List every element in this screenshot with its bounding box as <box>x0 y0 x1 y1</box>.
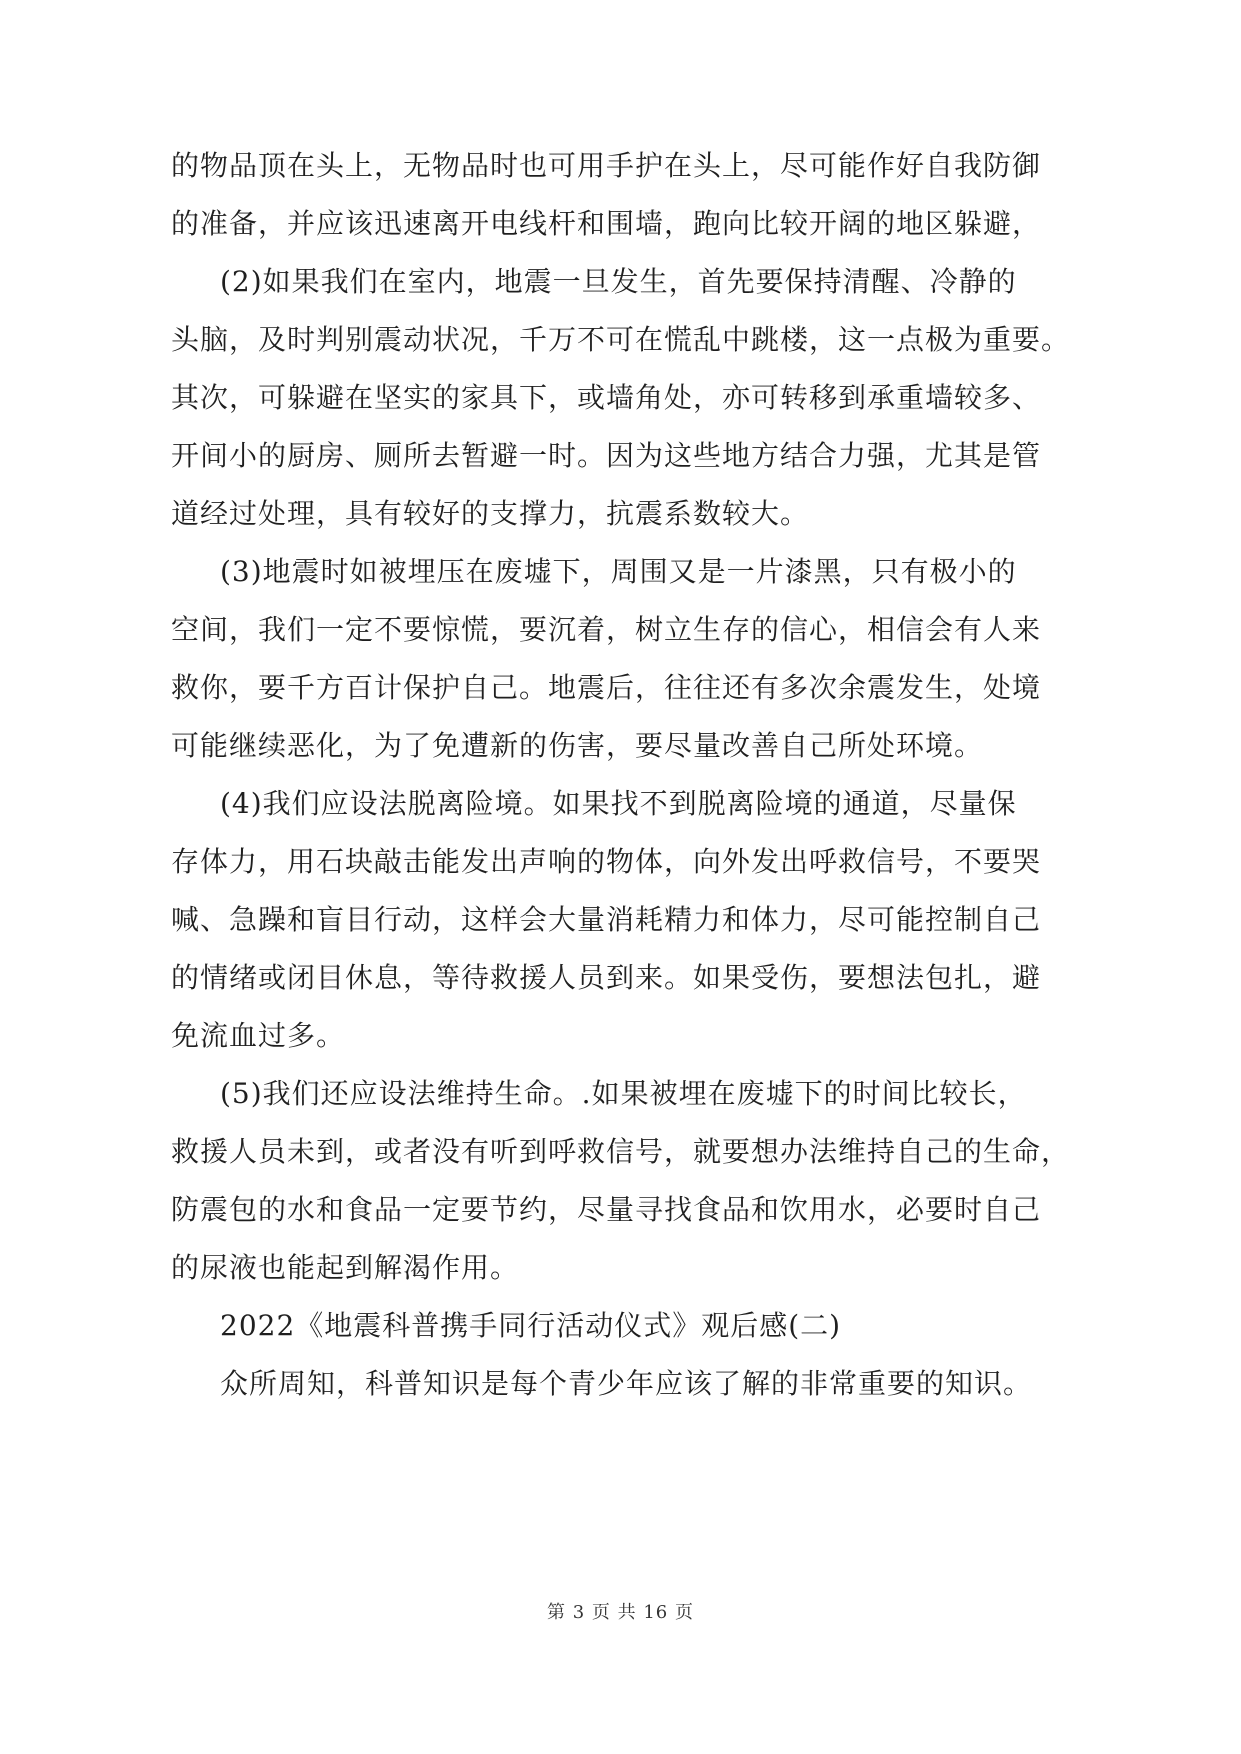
text-line: 可能继续恶化，为了免遭新的伤害，要尽量改善自己所处环境。 <box>171 729 984 762</box>
text-line: 的准备，并应该迅速离开电线杆和围墙，跑向比较开阔的地区躲避， <box>171 207 1042 240</box>
text-line: 其次，可躲避在坚实的家具下，或墙角处，亦可转移到承重墙较多、 <box>171 381 1042 414</box>
text-line: 开间小的厨房、厕所去暂避一时。因为这些地方结合力强，尤其是管 <box>171 439 1042 472</box>
text-line: 头脑，及时判别震动状况，千万不可在慌乱中跳楼，这一点极为重要。 <box>171 323 1071 356</box>
text-line: 救你，要千方百计保护自己。地震后，往往还有多次余震发生，处境 <box>171 671 1042 704</box>
text-line: 喊、急躁和盲目行动，这样会大量消耗精力和体力，尽可能控制自己 <box>171 903 1042 936</box>
text-line: 的物品顶在头上，无物品时也可用手护在头上，尽可能作好自我防御 <box>171 149 1042 182</box>
text-line: 防震包的水和食品一定要节约，尽量寻找食品和饮用水，必要时自己 <box>171 1193 1042 1226</box>
text-line: 免流血过多。 <box>171 1019 346 1052</box>
paragraph-start: (4)我们应设法脱离险境。如果找不到脱离险境的通道，尽量保 <box>220 787 1017 820</box>
text-line: 的情绪或闭目休息，等待救援人员到来。如果受伤，要想法包扎，避 <box>171 961 1042 994</box>
text-line: 存体力，用石块敲击能发出声响的物体，向外发出呼救信号，不要哭 <box>171 845 1042 878</box>
text-line: 救援人员未到，或者没有听到呼救信号，就要想办法维持自己的生命， <box>171 1135 1071 1168</box>
page-footer: 第 3 页 共 16 页 <box>547 1602 694 1623</box>
paragraph-start: (5)我们还应设法维持生命。.如果被埋在废墟下的时间比较长， <box>220 1077 1027 1110</box>
text-line: 空间，我们一定不要惊慌，要沉着，树立生存的信心，相信会有人来 <box>171 613 1042 646</box>
section-heading: 2022《地震科普携手同行活动仪式》观后感(二) <box>220 1309 842 1342</box>
paragraph-start: 众所周知，科普知识是每个青少年应该了解的非常重要的知识。 <box>220 1367 1033 1400</box>
paragraph-start: (3)地震时如被埋压在废墟下，周围又是一片漆黑，只有极小的 <box>220 555 1017 588</box>
text-line: 的尿液也能起到解渴作用。 <box>171 1251 520 1284</box>
paragraph-start: (2)如果我们在室内，地震一旦发生，首先要保持清醒、冷静的 <box>220 265 1017 298</box>
text-line: 道经过处理，具有较好的支撑力，抗震系数较大。 <box>171 497 810 530</box>
